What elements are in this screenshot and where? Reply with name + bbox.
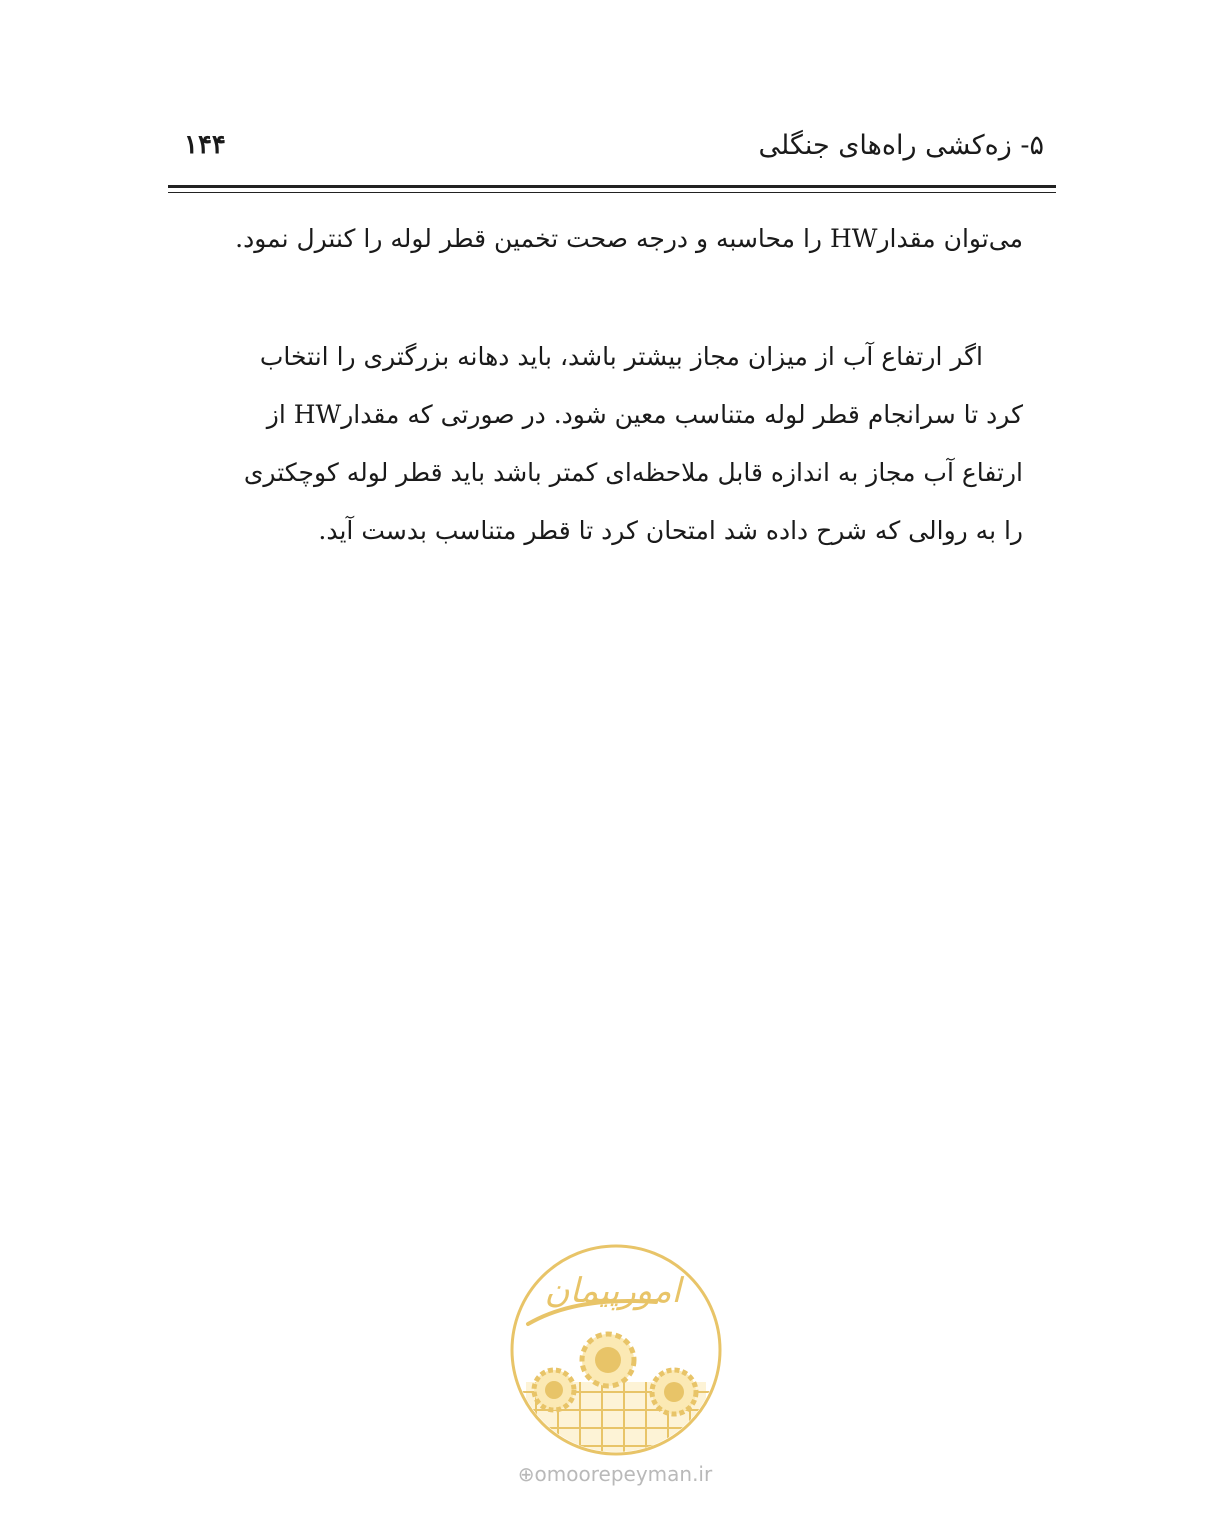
watermark-logo (506, 1232, 726, 1472)
gear-icon (534, 1370, 574, 1410)
header-rule-thick (168, 185, 1056, 188)
paragraph-2-line-3: ارتفاع آب مجاز به اندازه قابل ملاحظه‌ای کمتر باشد باید قطر لوله کوچکتری (243, 458, 1023, 487)
page-header (168, 122, 1056, 172)
chapter-title: ۵- زه‌کشی راه‌های جنگلی (758, 130, 1044, 161)
watermark-url-text: omoorepeyman.ir (534, 1462, 713, 1486)
gear-icon (652, 1370, 696, 1414)
paragraph-1-line-1: می‌توان مقدارHW را محاسبه و درجه صحت تخمین قطر لوله را کنترل نمود. (235, 224, 1023, 253)
gear-icon (582, 1334, 634, 1386)
logo-text: امورپیمان (544, 1271, 681, 1311)
watermark-url (500, 1462, 730, 1486)
paragraph-2-line-2: کرد تا سرانجام قطر لوله متناسب معین شود. در صورتی که مقدارHW از (266, 400, 1023, 429)
header-rule-thin (168, 192, 1056, 193)
paragraph-2-line-4: را به روالی که شرح داده شد امتحان کرد تا قطر متناسب بدست آید. (318, 516, 1023, 545)
paragraph-2 (178, 328, 1023, 560)
paragraph-2-line-1: اگر ارتفاع آب از میزان مجاز بیشتر باشد، باید دهانه بزرگتری را انتخاب (259, 342, 983, 371)
page-number: ۱۴۴ (184, 130, 226, 160)
paragraph-1 (178, 210, 1023, 268)
globe-icon: ⊕ (517, 1462, 535, 1486)
